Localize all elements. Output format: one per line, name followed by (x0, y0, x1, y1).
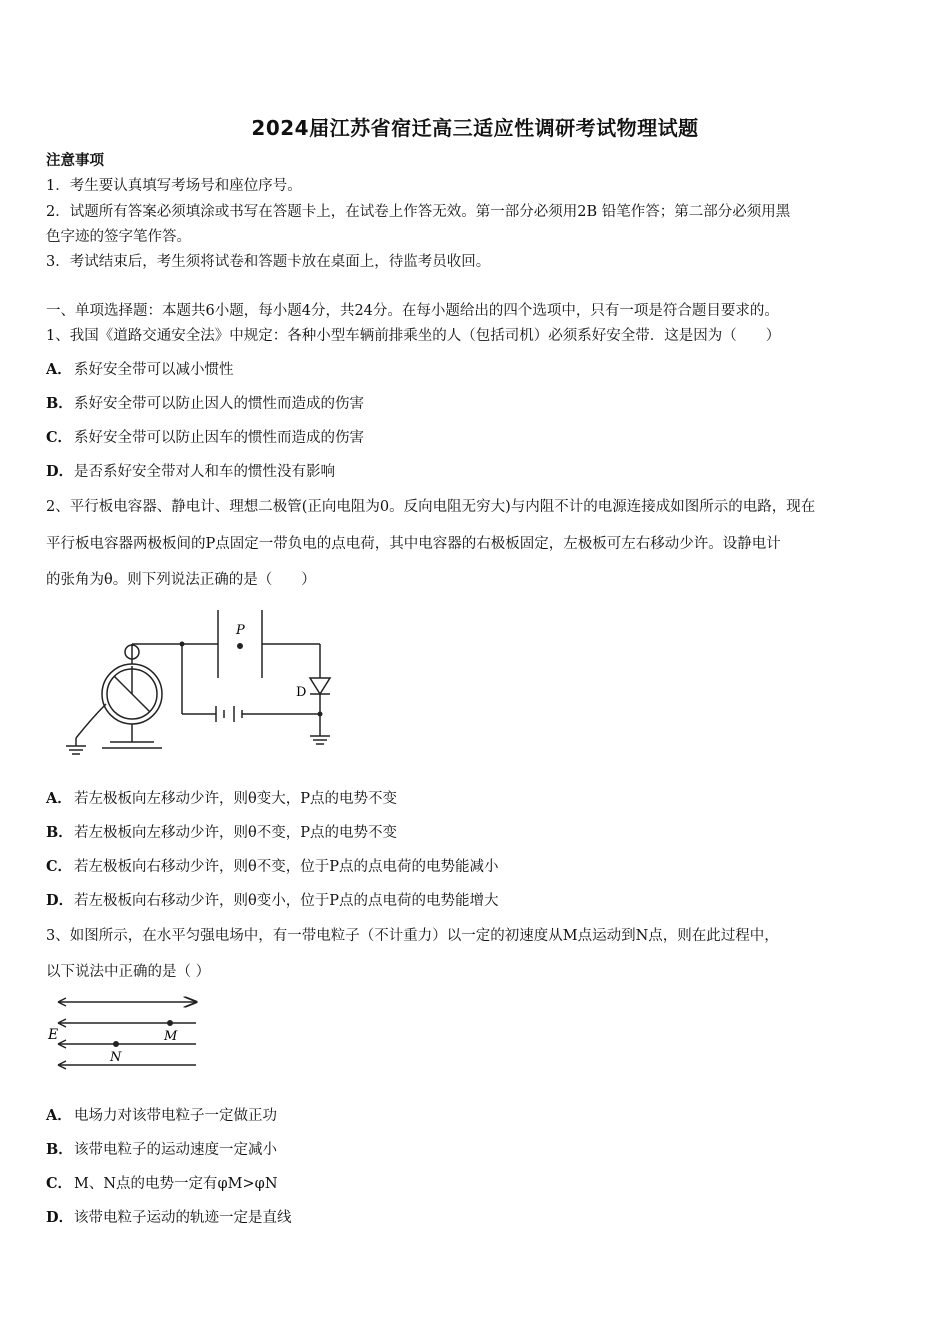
q3-option-b (46, 1140, 277, 1160)
option-text: 该带电粒子运动的轨迹一定是直线 (74, 1210, 292, 1226)
option-label: C． (46, 858, 73, 875)
q3-field-figure (44, 992, 204, 1076)
option-text: 若左极板向左移动少许，则θ变大，P点的电势不变 (74, 791, 397, 807)
point-m-label: M (164, 1029, 178, 1044)
option-label: A． (46, 361, 72, 378)
point-p-label: P (236, 623, 245, 638)
q3-option-c (46, 1174, 278, 1194)
option-label: B． (46, 395, 73, 412)
q3-option-d (46, 1208, 292, 1228)
option-label: C． (46, 429, 73, 446)
diode-label: D (296, 685, 307, 700)
option-label: D． (46, 892, 74, 909)
q2-stem-line-3: 的张角为θ。则下列说法正确的是（ ） (46, 572, 316, 588)
q2-circuit-figure (58, 606, 348, 766)
option-text: 若左极板向右移动少许，则θ不变，位于P点的点电荷的电势能减小 (74, 859, 499, 875)
option-text: 系好安全带可以减小惯性 (74, 362, 234, 378)
option-label: B． (46, 824, 73, 841)
note-item-2: 2．试题所有答案必须填涂或书写在答题卡上，在试卷上作答无效。第一部分必须用2B 铅笔作答；第二部分必须用黑 (46, 204, 791, 220)
option-label: C． (46, 1175, 73, 1192)
notes-heading: 注意事项 (46, 152, 104, 169)
q2-stem-line-2: 平行板电容器两极板间的P点固定一带负电的点电荷，其中电容器的右极板固定，左极板可左右移动少许。设静电计 (46, 536, 781, 552)
exam-title: 2024届江苏省宿迁高三适应性调研考试物理试题 (251, 116, 699, 140)
q2-option-c (46, 857, 498, 877)
section-heading: 一、单项选择题：本题共6小题，每小题4分，共24分。在每小题给出的四个选项中，只有一项是符合题目要求的。 (46, 303, 779, 319)
option-text: M、N点的电势一定有φM>φN (74, 1176, 278, 1192)
option-text: 系好安全带可以防止因车的惯性而造成的伤害 (74, 430, 364, 446)
point-m-dot (167, 1020, 173, 1026)
field-label-e: E (48, 1027, 59, 1043)
point-p-dot (237, 643, 243, 649)
option-text: 若左极板向右移动少许，则θ变小，位于P点的点电荷的电势能增大 (74, 893, 499, 909)
q1-option-a (46, 360, 234, 380)
option-label: A． (46, 790, 72, 807)
q1-option-d (46, 462, 335, 482)
point-n-label: N (110, 1050, 122, 1065)
q3-option-a (46, 1106, 277, 1126)
option-text: 电场力对该带电粒子一定做正功 (74, 1108, 277, 1124)
option-text: 系好安全带可以防止因人的惯性而造成的伤害 (74, 396, 364, 412)
point-n-dot (113, 1041, 119, 1047)
option-label: B． (46, 1141, 73, 1158)
q2-option-d (46, 891, 498, 911)
option-label: D． (46, 463, 74, 480)
option-label: A． (46, 1107, 72, 1124)
option-text: 若左极板向左移动少许，则θ不变，P点的电势不变 (74, 825, 397, 841)
q3-stem-line-2: 以下说法中正确的是（ ） (46, 964, 211, 980)
note-item-3: 3．考试结束后，考生须将试卷和答题卡放在桌面上，待监考员收回。 (46, 254, 491, 270)
q2-option-b (46, 823, 397, 843)
note-item-2-cont: 色字迹的签字笔作答。 (46, 229, 191, 245)
q2-stem-line-1: 2、平行板电容器、静电计、理想二极管(正向电阻为0。反向电阻无穷大)与内阻不计的电源连接成如图所示的电路，现在 (46, 499, 816, 515)
diode-symbol (310, 678, 330, 694)
q1-option-b (46, 394, 364, 414)
option-text: 该带电粒子的运动速度一定减小 (74, 1142, 277, 1158)
option-text: 是否系好安全带对人和车的惯性没有影响 (74, 464, 335, 480)
q1-stem: 1、我国《道路交通安全法》中规定：各种小型车辆前排乘坐的人（包括司机）必须系好安全带．这是因为（ ） (46, 328, 781, 344)
option-label: D． (46, 1209, 74, 1226)
q2-option-a (46, 789, 397, 809)
q1-option-c (46, 428, 364, 448)
q3-stem-line-1: 3、如图所示，在水平匀强电场中，有一带电粒子（不计重力）以一定的初速度从M点运动到N点，则在此过程中， (46, 928, 779, 944)
note-item-1: 1．考生要认真填写考场号和座位序号。 (46, 178, 302, 194)
